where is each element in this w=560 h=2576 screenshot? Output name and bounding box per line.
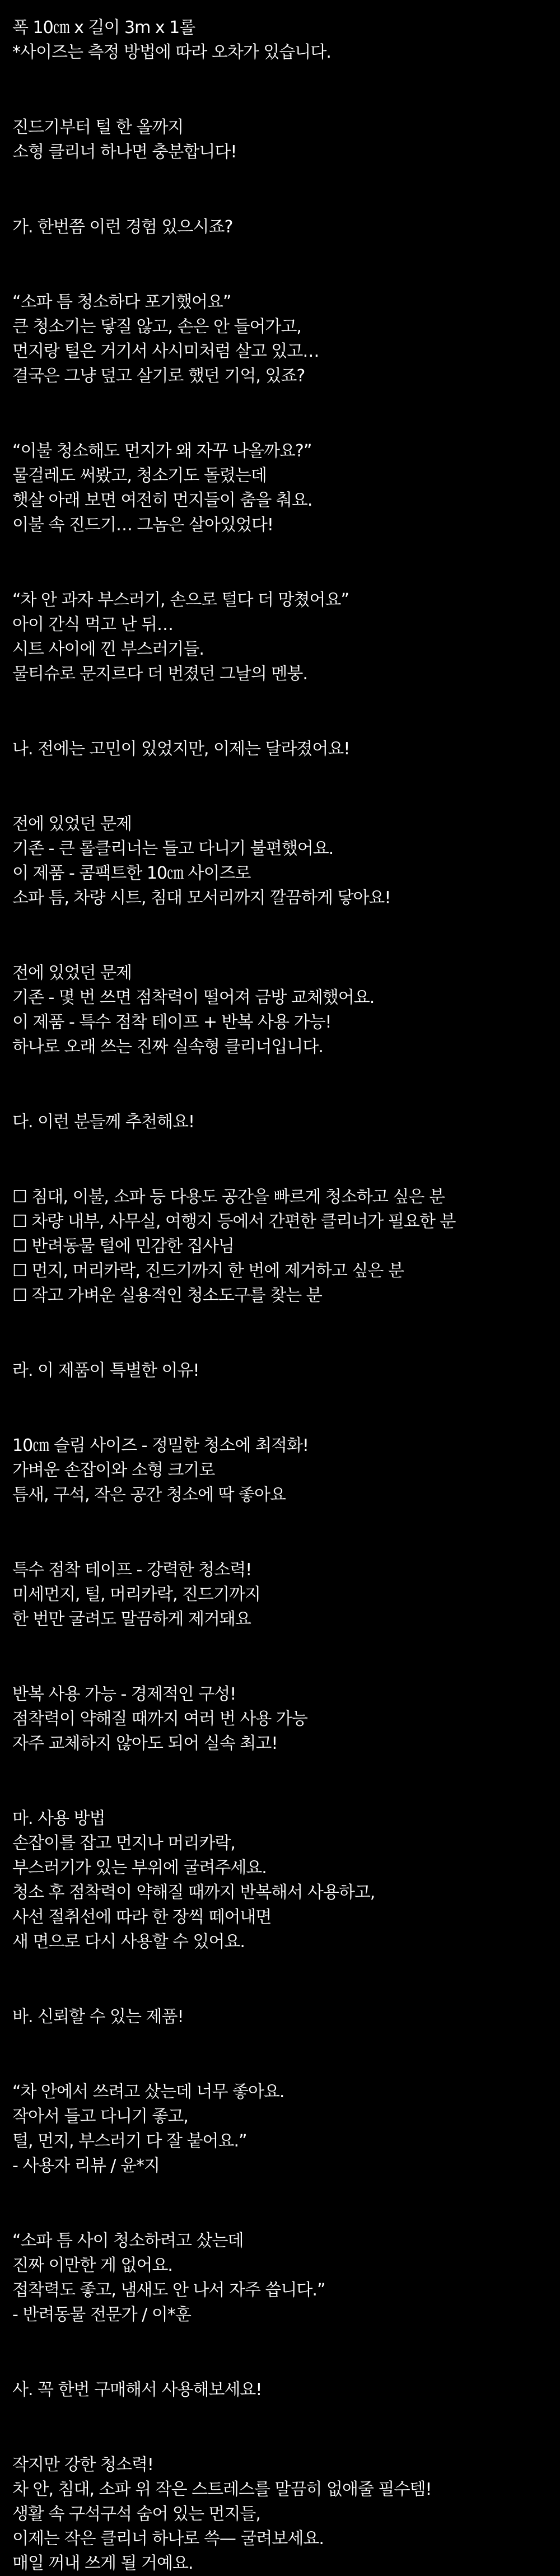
text-line: 소형 클리너 하나면 충분합니다! [12, 142, 237, 162]
text-line: 미세먼지, 털, 머리카락, 진드기까지 [12, 1585, 260, 1604]
text-block [12, 1434, 560, 1508]
text-line: 이 제품 - 특수 점착 테이프 + 반복 사용 가능! [12, 1012, 332, 1032]
text-line: ☐ 침대, 이불, 소파 등 다용도 공간을 빠르게 청소하고 싶은 분 [12, 1187, 445, 1207]
text-line: 접착력도 좋고, 냄새도 안 나서 자주 씁니다.” [12, 2280, 325, 2300]
text-line: 라. 이 제품이 특별한 이유! [12, 1361, 199, 1380]
text-line: 하나로 오래 쓰는 진짜 실속형 클리너입니다. [12, 1037, 323, 1057]
text-line: “차 안에서 쓰려고 샀는데 너무 좋아요. [12, 2082, 284, 2102]
text-line: 바. 신뢰할 수 있는 제품! [12, 2007, 184, 2027]
text-line: 생활 속 구석구석 숨어 있는 먼지들, [12, 2504, 260, 2524]
text-line: 결국은 그냥 덮고 살기로 했던 기억, 있죠? [12, 366, 305, 386]
text-line: 자주 교체하지 않아도 되어 실속 최고! [12, 1734, 278, 1753]
text-block [12, 16, 560, 65]
text-line: 차 안, 침대, 소파 위 작은 스트레스를 말끔히 없애줄 필수템! [12, 2480, 432, 2499]
text-block [12, 215, 560, 240]
text-line: “소파 틈 청소하다 포기했어요” [12, 292, 231, 312]
text-line: 먼지랑 털은 거기서 사시미처럼 살고 있고… [12, 342, 319, 361]
text-block [12, 1682, 560, 1756]
text-line: 털, 먼지, 부스러기 다 잘 붙어요.” [12, 2131, 247, 2151]
text-block [12, 439, 560, 538]
text-line: 전에 있었던 문제 [12, 814, 132, 834]
text-line: 소파 틈, 차량 시트, 침대 모서리까지 깔끔하게 닿아요! [12, 888, 391, 908]
text-line: 전에 있었던 문제 [12, 963, 132, 983]
text-block [12, 2080, 560, 2178]
description-content [12, 16, 560, 2576]
text-line: 시트 사이에 낀 부스러기들. [12, 640, 204, 659]
text-block [12, 1110, 560, 1135]
text-block [12, 737, 560, 762]
text-line: “이불 청소해도 먼지가 왜 자꾸 나올까요?” [12, 441, 312, 461]
text-block [12, 1558, 560, 1632]
text-line: 가벼운 손잡이와 소형 크기로 [12, 1460, 215, 1480]
text-block [12, 2453, 560, 2576]
text-line: 틈새, 구석, 작은 공간 청소에 딱 좋아요 [12, 1485, 286, 1505]
text-line: 작아서 들고 다니기 좋고, [12, 2107, 188, 2126]
text-block [12, 2378, 560, 2402]
text-line: 이 제품 - 콤팩트한 10㎝ 사이즈로 [12, 864, 251, 883]
text-line: 사. 꼭 한번 구매해서 사용해보세요! [12, 2380, 262, 2400]
text-line: 마. 사용 방법 [12, 1809, 105, 1828]
text-line: ☐ 작고 가벼운 실용적인 청소도구를 찾는 분 [12, 1286, 322, 1305]
text-line: 나. 전에는 고민이 있었지만, 이제는 달라졌어요! [12, 739, 350, 759]
text-line: 가. 한번쯤 이런 경험 있으시죠? [12, 217, 233, 237]
text-line: *사이즈는 측정 방법에 따라 오차가 있습니다. [12, 43, 331, 62]
text-line: 특수 점착 테이프 - 강력한 청소력! [12, 1560, 252, 1580]
text-line: 부스러기가 있는 부위에 굴려주세요. [12, 1858, 267, 1878]
text-line: - 반려동물 전문가 / 이*훈 [12, 2305, 191, 2325]
text-block [12, 1185, 560, 1308]
text-block [12, 961, 560, 1060]
text-line: 다. 이런 분들께 추천해요! [12, 1112, 194, 1132]
text-line: 이제는 작은 클리너 하나로 쓱— 굴려보세요. [12, 2529, 324, 2549]
text-line: ☐ 먼지, 머리카락, 진드기까지 한 번에 제거하고 싶은 분 [12, 1261, 404, 1281]
text-line: 10㎝ 슬림 사이즈 - 정밀한 청소에 최적화! [12, 1436, 309, 1455]
text-line: 반복 사용 가능 - 경제적인 구성! [12, 1684, 236, 1704]
text-line: 이불 속 진드기… 그놈은 살아있었다! [12, 515, 273, 535]
text-line: 큰 청소기는 닿질 않고, 손은 안 들어가고, [12, 317, 301, 337]
text-line: 점착력이 약해질 때까지 여러 번 사용 가능 [12, 1709, 307, 1729]
text-block [12, 290, 560, 389]
text-line: 기존 - 몇 번 쓰면 점착력이 떨어져 금방 교체했어요. [12, 988, 375, 1007]
text-block [12, 2005, 560, 2029]
text-block [12, 1807, 560, 1954]
text-line: 폭 10㎝ x 길이 3m x 1롤 [12, 18, 195, 38]
text-line: “차 안 과자 부스러기, 손으로 털다 더 망쳤어요” [12, 590, 349, 610]
text-line: 손잡이를 잡고 먼지나 머리카락, [12, 1833, 235, 1853]
text-line: 기존 - 큰 롤클리너는 들고 다니기 불편했어요. [12, 839, 334, 858]
text-block [12, 2229, 560, 2327]
text-line: 청소 후 점착력이 약해질 때까지 반복해서 사용하고, [12, 1883, 375, 1902]
text-line: 새 면으로 다시 사용할 수 있어요. [12, 1932, 245, 1952]
text-line: 물걸레도 써봤고, 청소기도 돌렸는데 [12, 466, 267, 486]
text-block [12, 588, 560, 687]
text-block [12, 812, 560, 911]
text-line: 진드기부터 털 한 올까지 [12, 118, 184, 137]
text-line: 햇살 아래 보면 여전히 먼지들이 춤을 춰요. [12, 491, 312, 510]
text-block [12, 115, 560, 165]
text-line: 진짜 이만한 게 없어요. [12, 2256, 172, 2275]
text-block [12, 1359, 560, 1383]
text-line: 한 번만 굴려도 말끔하게 제거돼요 [12, 1609, 251, 1629]
text-line: 사선 절취선에 따라 한 장씩 떼어내면 [12, 1907, 272, 1927]
text-line: ☐ 반려동물 털에 민감한 집사님 [12, 1236, 234, 1256]
text-line: 매일 꺼내 쓰게 될 거예요. [12, 2554, 193, 2573]
text-line: ☐ 차량 내부, 사무실, 여행지 등에서 간편한 클리너가 필요한 분 [12, 1212, 456, 1231]
text-line: - 사용자 리뷰 / 윤*지 [12, 2156, 160, 2176]
text-line: “소파 틈 사이 청소하려고 샀는데 [12, 2231, 244, 2251]
text-line: 아이 간식 먹고 난 뒤… [12, 615, 173, 634]
text-line: 물티슈로 문지르다 더 번졌던 그날의 멘붕. [12, 664, 307, 684]
text-line: 작지만 강한 청소력! [12, 2455, 153, 2475]
